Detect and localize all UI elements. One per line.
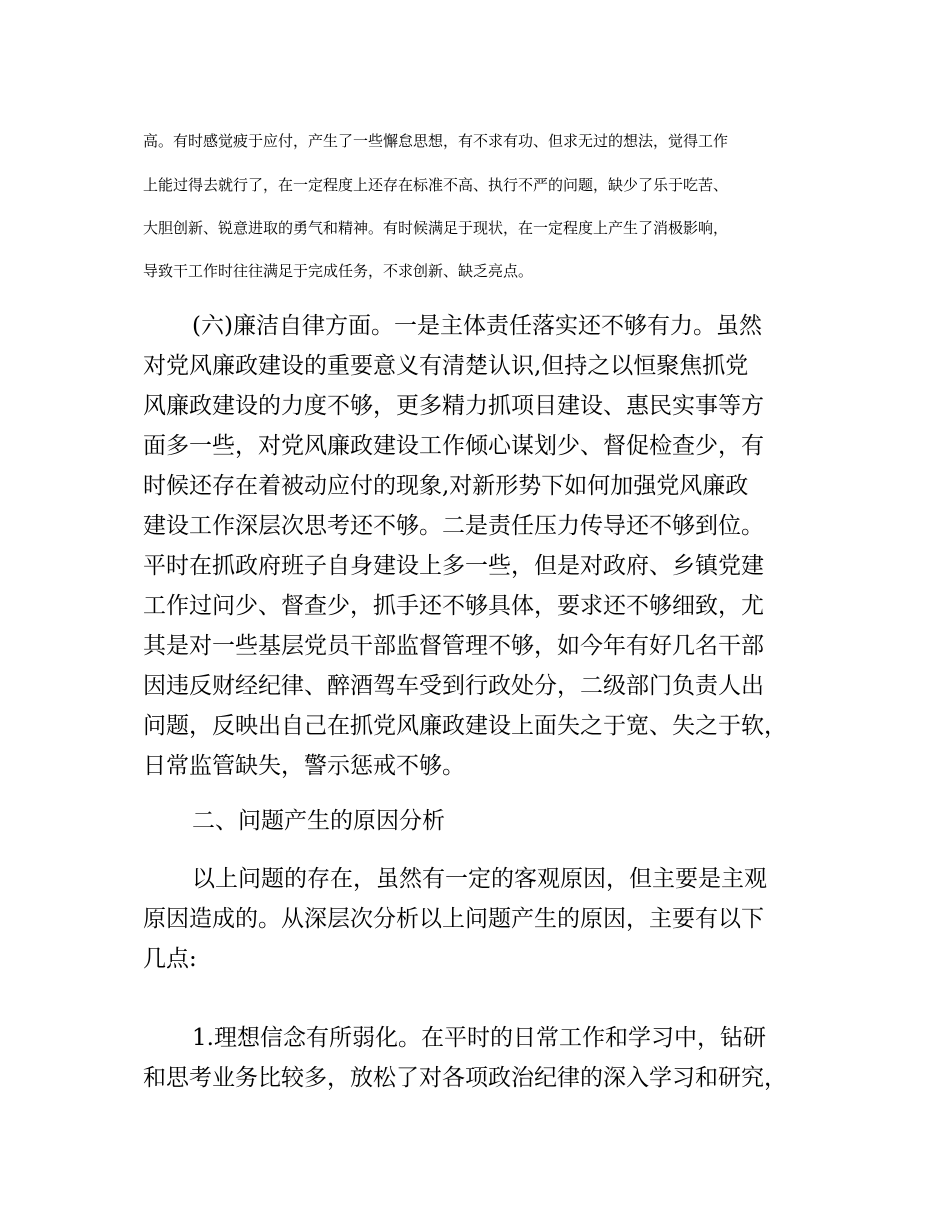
intro-line-2: 上能过得去就行了，在一定程度上还存在标准不高、执行不严的问题，缺少了乐于吃苦、 bbox=[143, 176, 729, 194]
section-two-heading: 二、问题产生的原因分析 bbox=[192, 808, 445, 834]
section-six-line-6: 建设工作深层次思考还不够。二是责任压力传导还不够到位。 bbox=[143, 513, 764, 539]
section-six-line-10: 因违反财经纪律、醉酒驾车受到行政处分，二级部门负责人出 bbox=[143, 673, 764, 699]
cause-intro-line-2: 原因造成的。从深层次分析以上问题产生的原因，主要有以下 bbox=[143, 906, 764, 932]
section-six-line-12: 日常监管缺失，警示惩戒不够。 bbox=[143, 753, 465, 779]
section-six-line-5: 时候还存在着被动应付的现象,对新形势下如何加强党风廉政 bbox=[143, 473, 749, 499]
section-six-line-11: 问题，反映出自己在抓党风廉政建设上面失之于宽、失之于软， bbox=[143, 713, 787, 739]
point-one-line-2: 和思考业务比较多，放松了对各项政治纪律的深入学习和研究， bbox=[143, 1065, 787, 1091]
intro-line-4: 导致干工作时往往满足于完成任务，不求创新、缺乏亮点。 bbox=[143, 262, 534, 280]
point-one-line-1: 1.理想信念有所弱化。在平时的日常工作和学习中，钻研 bbox=[192, 1025, 766, 1051]
section-six-line-3: 风廉政建设的力度不够，更多精力抓项目建设、惠民实事等方 bbox=[143, 393, 764, 419]
cause-intro-line-1: 以上问题的存在，虽然有一定的客观原因，但主要是主观 bbox=[192, 866, 767, 892]
intro-line-1: 高。有时感觉疲于应付，产生了一些懈怠思想，有不求有功、但求无过的想法，觉得工作 bbox=[143, 132, 729, 150]
section-six-line-8: 工作过问少、督查少，抓手还不够具体，要求还不够细致，尤 bbox=[143, 593, 764, 619]
section-six-line-9: 其是对一些基层党员干部监督管理不够，如今年有好几名干部 bbox=[143, 633, 764, 659]
section-six-line-4: 面多一些，对党风廉政建设工作倾心谋划少、督促检查少，有 bbox=[143, 433, 764, 459]
section-six-line-7: 平时在抓政府班子自身建设上多一些，但是对政府、乡镇党建 bbox=[143, 553, 764, 579]
section-six-line-2: 对党风廉政建设的重要意义有清楚认识,但持之以恒聚焦抓党 bbox=[143, 353, 749, 379]
intro-line-3: 大胆创新、锐意进取的勇气和精神。有时候满足于现状，在一定程度上产生了消极影响， bbox=[143, 219, 729, 237]
cause-intro-line-3: 几点: bbox=[143, 946, 197, 972]
section-six-line-1: (六)廉洁自律方面。一是主体责任落实还不够有力。虽然 bbox=[192, 313, 762, 339]
